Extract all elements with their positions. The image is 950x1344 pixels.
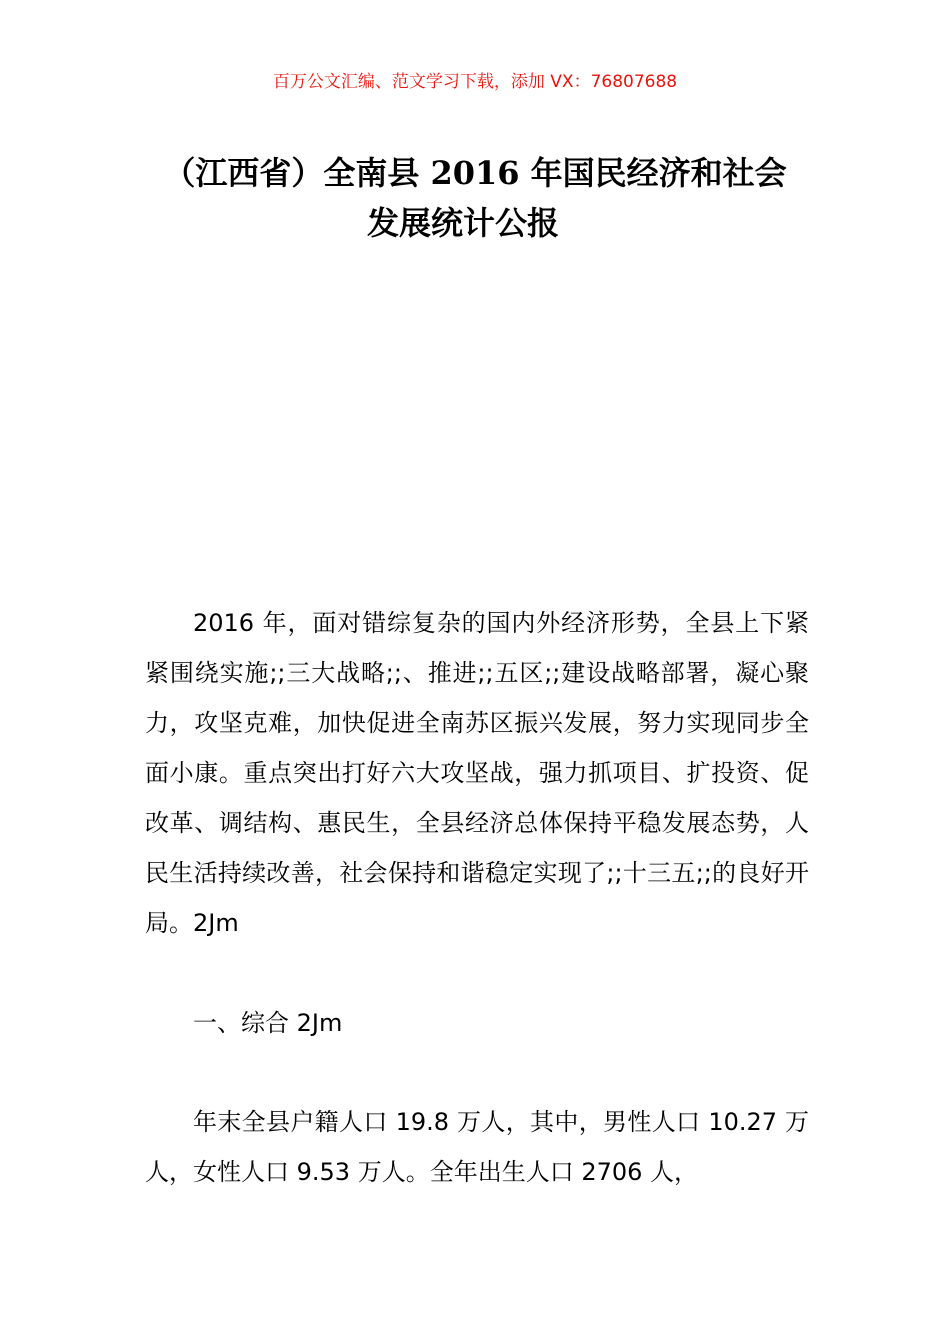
section-heading: 一、综合 2Jm: [193, 1009, 343, 1037]
population-paragraph: 年末全县户籍人口 19.8 万人，其中，男性人口 10.27 万人，女性人口 9.53 万人。全年出生人口 2706 人，: [145, 1108, 809, 1186]
promo-banner: 百万公文汇编、范文学习下载，添加 VX：76807688: [272, 72, 678, 92]
intro-paragraph: 2016 年，面对错综复杂的国内外经济形势，全县上下紧紧围绕实施;;三大战略;;、推进;;五区;;建设战略部署，凝心聚力，攻坚克难，加快促进全南苏区振兴发展，努力实现同步全面小康。重点突出打好六大攻坚战，强力抓项目、扩投资、促改革、调结构、惠民生，全县经济总体保持平稳发展态势，人民生活持续改善，社会保持和谐稳定实现了;;十三五;;的良好开局。2Jm: [145, 609, 809, 937]
document-title: [145, 148, 805, 248]
title-line-1: （江西省）全南县 2016 年国民经济和社会: [163, 154, 787, 192]
title-line-2: 发展统计公报: [367, 204, 560, 242]
